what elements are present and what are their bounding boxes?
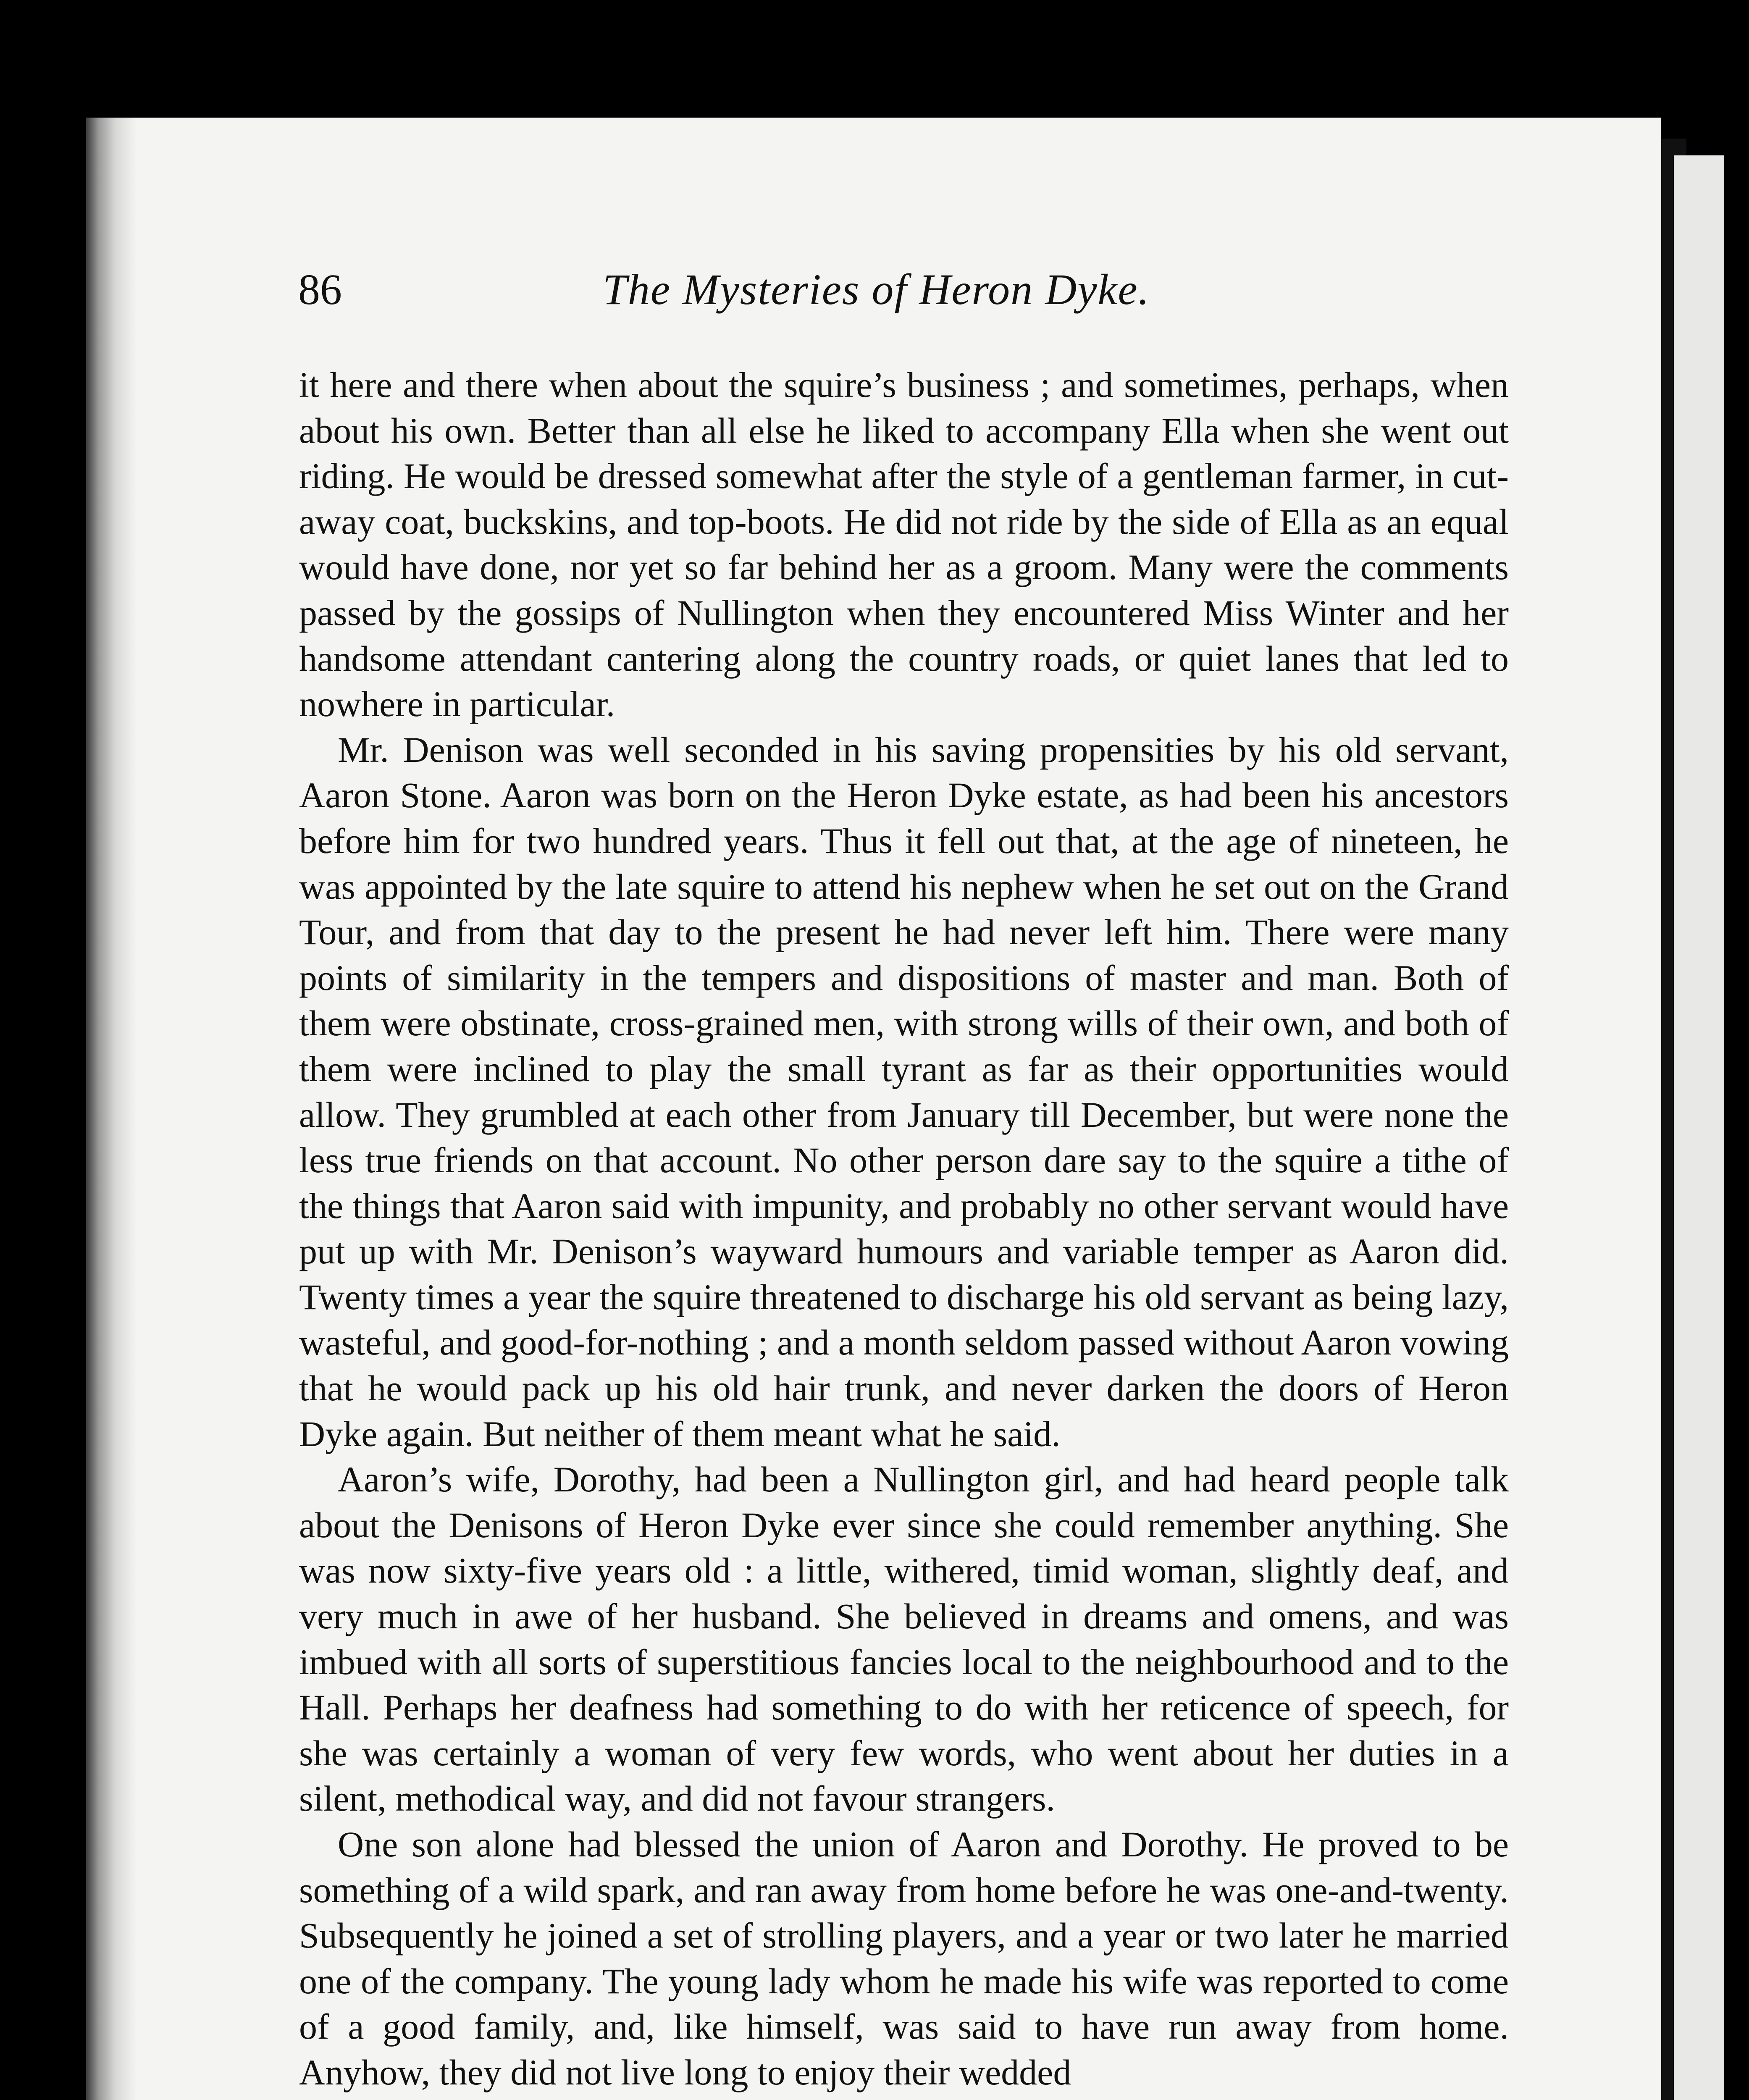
body-text bbox=[299, 362, 1509, 2095]
paragraph-continued: it here and there when about the squire’s business ; and sometimes, perhaps, when about his own. Better than all else he liked to accompany Ella when she went out riding. He would be dressed somewhat after the style of a gentleman farmer, in cut-away coat, buckskins, and top-boots. He did not ride by the side of Ella as an equal would have done, nor yet so far behind her as a groom. Many were the comments passed by the gossips of Nullington when they encountered Miss Winter and her handsome attendant cantering along the country roads, or quiet lanes that led to nowhere in particular. bbox=[299, 365, 1509, 724]
facing-page-edge bbox=[1674, 155, 1724, 2100]
paragraph-son: One son alone had blessed the union of Aaron and Dorothy. He proved to be something of a wild spark, and ran away from home before he was one-and-twenty. Subsequently he joined a set of strolling players, and a year or two later he married one of the company. The young lady whom he made his wife was reported to come of a good family, and, like himself, was said to have run away from home. Anyhow, they did not live long to enjoy their wedded bbox=[299, 1824, 1509, 2092]
page-gutter-shadow bbox=[86, 118, 137, 2100]
paragraph-dorothy: Aaron’s wife, Dorothy, had been a Nullington girl, and had heard people talk about the Denisons of Heron Dyke ever since she could remember anything. She was now sixty-five years old : a little, withered, timid woman, slightly deaf, and very much in awe of her husband. She believed in dreams and omens, and was imbued with all sorts of superstitious fancies local to the neighbourhood and to the Hall. Perhaps her deafness had something to do with her reticence of speech, for she was certainly a woman of very few words, who went about her duties in a silent, methodical way, and did not favour strangers. bbox=[299, 1459, 1509, 1819]
page-number: 86 bbox=[298, 265, 342, 314]
paragraph-aaron-stone: Mr. Denison was well seconded in his saving propensities by his old servant, Aaron Stone. Aaron was born on the Heron Dyke estate, as had been his ancestors before him for two hundred years. Thus it fell out that, at the age of nineteen, he was appointed by the late squire to attend his nephew when he set out on the Grand Tour, and from that day to the present he had never left him. There were many points of similarity in the tempers and dispositions of master and man. Both of them were obstinate, cross-grained men, with strong wills of their own, and both of them were inclined to play the small tyrant as far as their opportunities would allow. They grumbled at each other from January till December, but were none the less true friends on that account. No other person dare say to the squire a tithe of the things that Aaron said with impunity, and probably no other servant would have put up with Mr. Denison’s wayward humours and variable temper as Aaron did. Twenty times a year the squire threatened to discharge his old servant as being lazy, wasteful, and good-for-nothing ; and a month seldom passed without Aaron vowing that he would pack up his old hair trunk, and never darken the doors of Heron Dyke again. But neither of them meant what he said. bbox=[299, 729, 1509, 1454]
running-title: The Mysteries of Heron Dyke. bbox=[603, 265, 1150, 314]
running-header bbox=[298, 265, 1537, 328]
